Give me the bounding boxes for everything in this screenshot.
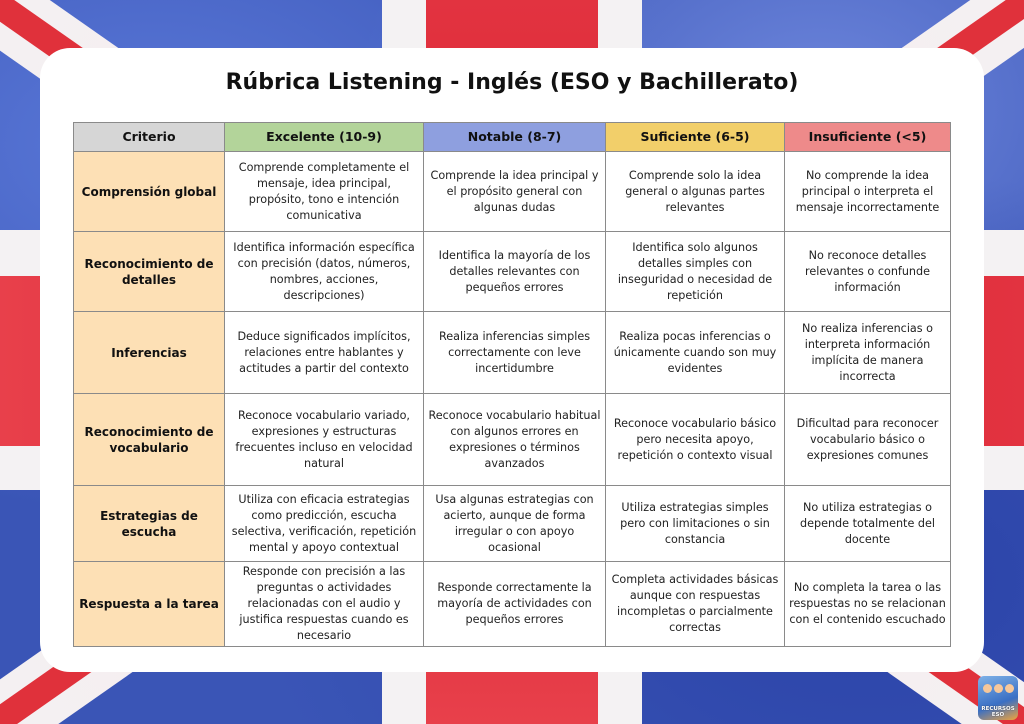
suficiente-cell: Realiza pocas inferencias o únicamente cuando son muy evidentes	[606, 312, 785, 394]
notable-cell: Comprende la idea principal y el propósito general con algunas dudas	[424, 152, 606, 232]
suficiente-cell: Utiliza estrategias simples pero con limitaciones o sin constancia	[606, 486, 785, 562]
header-excelente: Excelente (10-9)	[225, 123, 424, 152]
excelente-cell: Utiliza con eficacia estrategias como predicción, escucha selectiva, verificación, repetición mental y apoyo contextual	[225, 486, 424, 562]
table-row	[74, 152, 951, 232]
header-criterio: Criterio	[74, 123, 225, 152]
excelente-cell: Comprende completamente el mensaje, idea principal, propósito, tono e intención comunicativa	[225, 152, 424, 232]
criterio-cell: Respuesta a la tarea	[74, 562, 225, 647]
criterio-cell: Comprensión global	[74, 152, 225, 232]
insuficiente-cell: Dificultad para reconocer vocabulario básico o expresiones comunes	[785, 394, 951, 486]
notable-cell: Reconoce vocabulario habitual con algunos errores en expresiones o términos avanzados	[424, 394, 606, 486]
table-row	[74, 312, 951, 394]
recursos-eso-logo	[978, 676, 1018, 720]
criterio-cell: Reconocimiento de vocabulario	[74, 394, 225, 486]
criterio-cell: Inferencias	[74, 312, 225, 394]
excelente-cell: Responde con precisión a las preguntas o actividades relacionadas con el audio y justifica respuestas cuando es necesario	[225, 562, 424, 647]
kids-icon	[982, 680, 1014, 700]
excelente-cell: Reconoce vocabulario variado, expresiones y estructuras frecuentes incluso en velocidad natural	[225, 394, 424, 486]
rubric-card	[40, 48, 984, 672]
notable-cell: Responde correctamente la mayoría de actividades con pequeños errores	[424, 562, 606, 647]
suficiente-cell: Reconoce vocabulario básico pero necesita apoyo, repetición o contexto visual	[606, 394, 785, 486]
suficiente-cell: Comprende solo la idea general o algunas partes relevantes	[606, 152, 785, 232]
logo-text: RECURSOS ESO	[981, 706, 1015, 718]
criterio-cell: Reconocimiento de detalles	[74, 232, 225, 312]
notable-cell: Identifica la mayoría de los detalles relevantes con pequeños errores	[424, 232, 606, 312]
header-suficiente: Suficiente (6-5)	[606, 123, 785, 152]
header-notable: Notable (8-7)	[424, 123, 606, 152]
header-insuficiente: Insuficiente (<5)	[785, 123, 951, 152]
excelente-cell: Identifica información específica con precisión (datos, números, nombres, acciones, descripciones)	[225, 232, 424, 312]
insuficiente-cell: No comprende la idea principal o interpreta el mensaje incorrectamente	[785, 152, 951, 232]
rubric-table	[73, 122, 951, 647]
table-row	[74, 486, 951, 562]
insuficiente-cell: No utiliza estrategias o depende totalmente del docente	[785, 486, 951, 562]
notable-cell: Realiza inferencias simples correctamente con leve incertidumbre	[424, 312, 606, 394]
header-row	[74, 123, 951, 152]
insuficiente-cell: No reconoce detalles relevantes o confunde información	[785, 232, 951, 312]
excelente-cell: Deduce significados implícitos, relaciones entre hablantes y actitudes a partir del contexto	[225, 312, 424, 394]
table-row	[74, 562, 951, 647]
suficiente-cell: Identifica solo algunos detalles simples con inseguridad o necesidad de repetición	[606, 232, 785, 312]
table-row	[74, 232, 951, 312]
table-row	[74, 394, 951, 486]
insuficiente-cell: No realiza inferencias o interpreta información implícita de manera incorrecta	[785, 312, 951, 394]
page-title: Rúbrica Listening - Inglés (ESO y Bachillerato)	[225, 70, 799, 95]
insuficiente-cell: No completa la tarea o las respuestas no se relacionan con el contenido escuchado	[785, 562, 951, 647]
suficiente-cell: Completa actividades básicas aunque con respuestas incompletas o parcialmente correctas	[606, 562, 785, 647]
notable-cell: Usa algunas estrategias con acierto, aunque de forma irregular o con apoyo ocasional	[424, 486, 606, 562]
criterio-cell: Estrategias de escucha	[74, 486, 225, 562]
